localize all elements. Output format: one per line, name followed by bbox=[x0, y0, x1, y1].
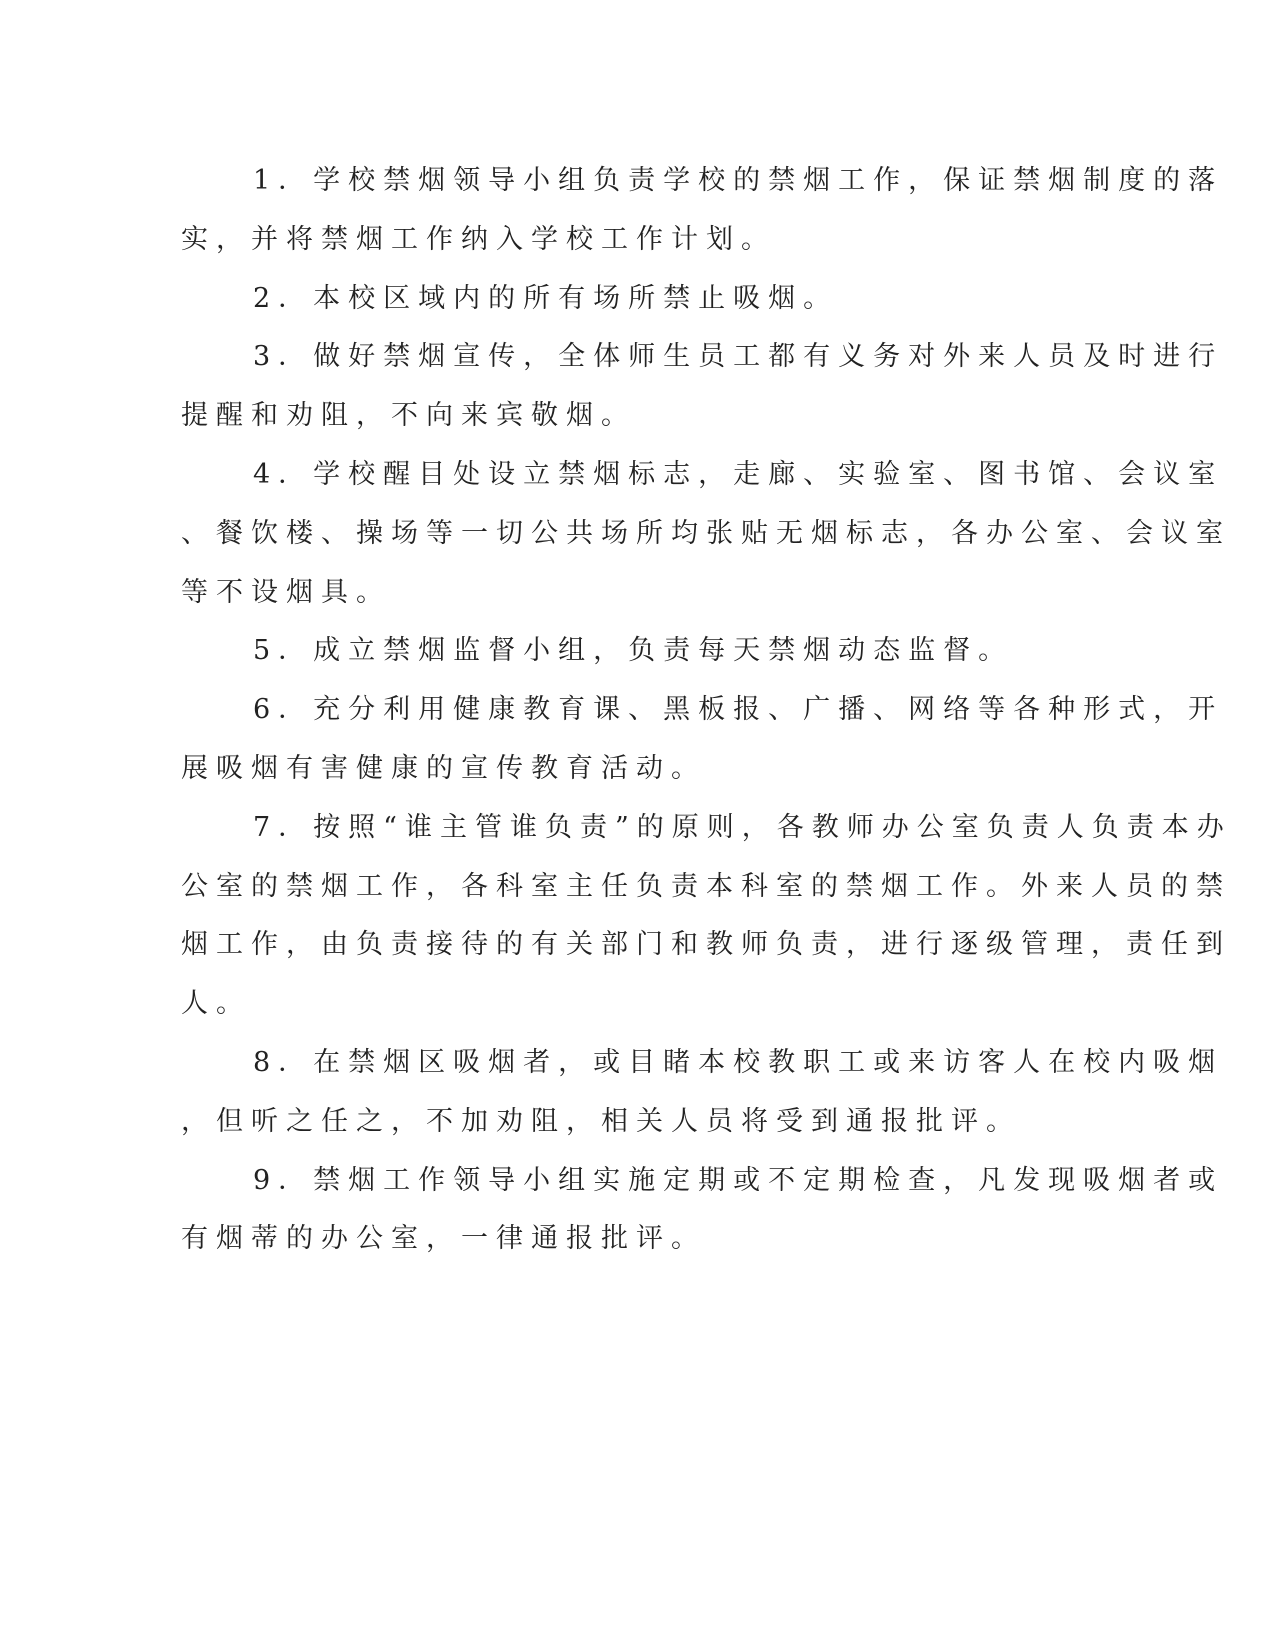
paragraph-9-line-1: 9．禁烟工作领导小组实施定期或不定期检查，凡发现吸烟者或 bbox=[253, 1164, 1224, 1196]
paragraph-8-line-2: ，但听之任之，不加劝阻，相关人员将受到通报批评。 bbox=[181, 1105, 1021, 1137]
document-body bbox=[181, 152, 1232, 1269]
paragraph-8-line-1: 8．在禁烟区吸烟者，或目睹本校教职工或来访客人在校内吸烟 bbox=[253, 1046, 1224, 1078]
paragraph-3-line-1: 3．做好禁烟宣传，全体师生员工都有义务对外来人员及时进行 bbox=[253, 341, 1224, 373]
paragraph-6-line-1: 6．充分利用健康教育课、黑板报、广播、网络等各种形式，开 bbox=[253, 694, 1224, 726]
paragraph-4-line-2: 、餐饮楼、操场等一切公共场所均张贴无烟标志，各办公室、会议室 bbox=[181, 517, 1231, 549]
paragraph-7-line-1: 7．按照“谁主管谁负责”的原则，各教师办公室负责人负责本办 bbox=[253, 811, 1232, 843]
paragraph-9-line-2: 有烟蒂的办公室，一律通报批评。 bbox=[181, 1223, 706, 1255]
paragraph-1-line-2: 实，并将禁烟工作纳入学校工作计划。 bbox=[181, 223, 776, 255]
paragraph-7-line-2: 公室的禁烟工作，各科室主任负责本科室的禁烟工作。外来人员的禁 bbox=[181, 870, 1231, 902]
paragraph-1-line-1: 1．学校禁烟领导小组负责学校的禁烟工作，保证禁烟制度的落 bbox=[253, 165, 1224, 196]
paragraph-3-line-2: 提醒和劝阻，不向来宾敬烟。 bbox=[181, 400, 636, 432]
paragraph-7-line-4: 人。 bbox=[181, 988, 251, 1020]
paragraph-2-line-1: 2．本校区域内的所有场所禁止吸烟。 bbox=[253, 282, 839, 314]
paragraph-4-line-3: 等不设烟具。 bbox=[181, 576, 391, 608]
paragraph-5-line-1: 5．成立禁烟监督小组，负责每天禁烟动态监督。 bbox=[253, 635, 1014, 667]
paragraph-4-line-1: 4．学校醒目处设立禁烟标志，走廊、实验室、图书馆、会议室 bbox=[253, 458, 1224, 490]
paragraph-7-line-3: 烟工作，由负责接待的有关部门和教师负责，进行逐级管理，责任到 bbox=[181, 929, 1231, 961]
paragraph-6-line-2: 展吸烟有害健康的宣传教育活动。 bbox=[181, 752, 706, 784]
